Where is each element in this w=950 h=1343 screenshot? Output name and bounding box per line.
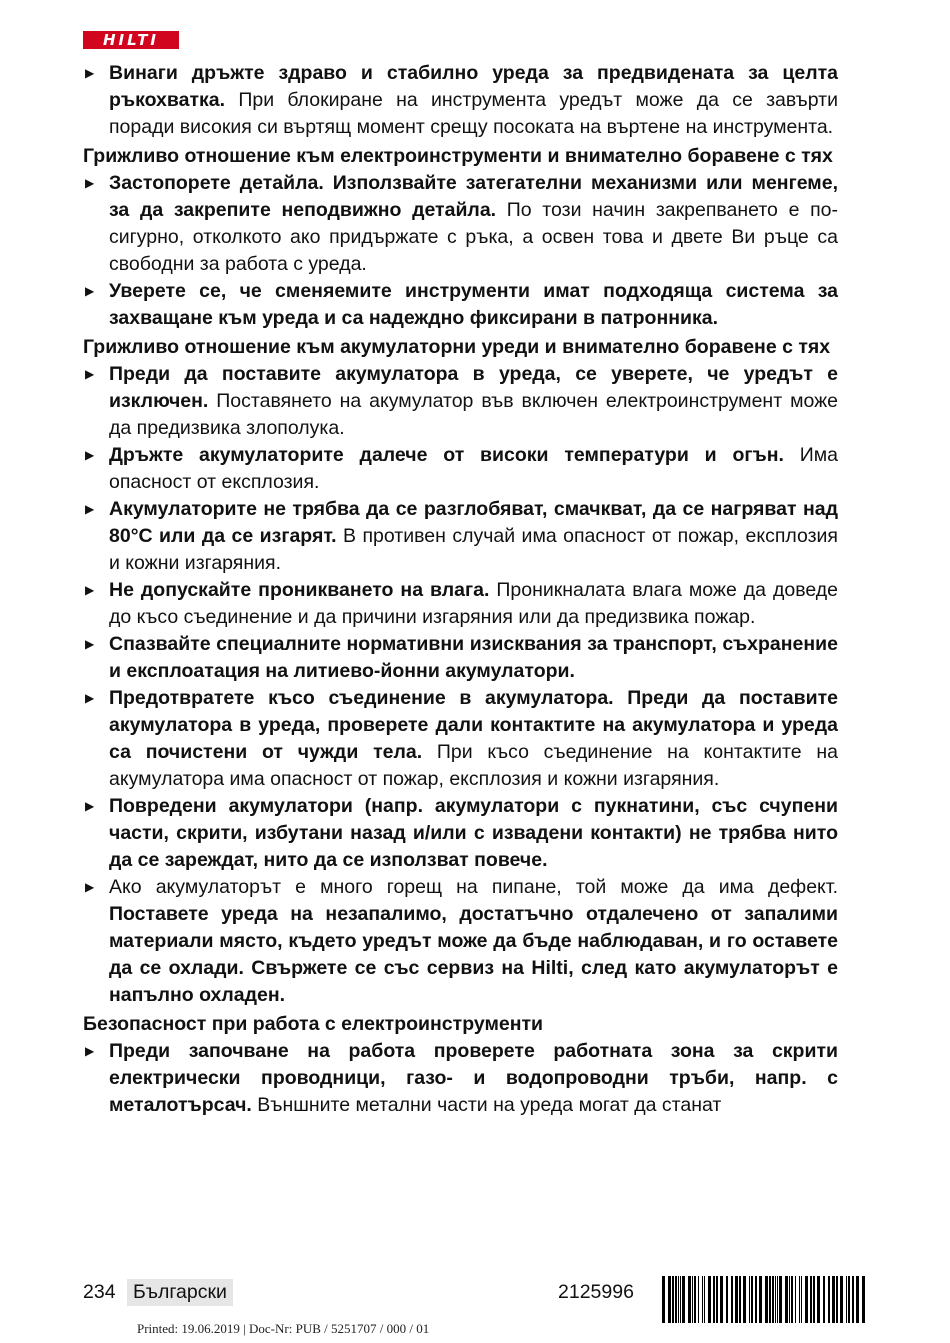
section-heading: Безопасност при работа с електроинструменти: [83, 1013, 544, 1035]
bullet-arrow-icon: ▶: [85, 880, 95, 894]
bullet-item: [83, 442, 838, 496]
bullet-bold-text: Повредени акумулатори (напр. акумулатори с пукнатини, със счупени части, скрити, избутани назад и/или с извадени контакти) не трябва нито да се зареждат, нито да се използват повече.: [109, 795, 838, 871]
bullet-bold-text: Не допускайте проникването на влага.: [109, 579, 490, 601]
bullet-arrow-icon: ▶: [85, 176, 95, 190]
bullet-item: [83, 685, 838, 793]
bullet-item: [83, 631, 838, 685]
bullet-bold-text: Преди започване на работа проверете работната зона за скрити електрически проводници, газо- и водопроводни тръби, напр. с металотърсач.: [109, 1040, 838, 1116]
section-heading: Грижливо отношение към електроинструменти и внимателно боравене с тях: [83, 145, 833, 167]
bullet-text: Ако акумулаторът е много горещ на пипане, той може да има дефект.: [109, 876, 838, 898]
barcode-icon: [662, 1276, 867, 1323]
bullet-bold-text: Уверете се, че сменяемите инструменти имат подходяща система за захващане към уреда и са надеждно фиксирани в патронника.: [109, 280, 838, 329]
bullet-item: [83, 60, 838, 141]
print-note: Printed: 19.06.2019 | Doc-Nr: PUB / 5251707 / 000 / 01: [137, 1321, 430, 1336]
bullet-text: Поставянето на акумулатор във включен електроинструмент може да предизвика злополука.: [109, 390, 838, 439]
bullet-item: [83, 278, 838, 332]
page-number: 234: [83, 1281, 116, 1303]
bullet-bold-text: Предотвратете късо съединение в акумулатора. Преди да поставите акумулатора в уреда, проверете дали контактите на акумулатора и уреда са почистени от чужди тела.: [109, 687, 838, 763]
bullet-bold-text: Акумулаторите не трябва да се разглобяват, смачкват, да се нагряват над 80°C или да се изгарят.: [109, 498, 838, 547]
language-label: Български: [127, 1279, 233, 1306]
bullet-bold-text: Спазвайте специалните нормативни изисквания за транспорт, съхранение и експлоатация на литиево-йонни акумулатори.: [109, 633, 838, 682]
bullet-item: [83, 874, 838, 1009]
bullet-arrow-icon: ▶: [85, 284, 95, 298]
bullet-arrow-icon: ▶: [85, 502, 95, 516]
bullet-arrow-icon: ▶: [85, 637, 95, 651]
bullet-text: При късо съединение на контактите на акумулатора има опасност от пожар, експлозия и кожни изгаряния.: [109, 741, 838, 790]
bullet-text: Има опасност от експлозия.: [109, 444, 838, 493]
bullet-bold-text: Преди да поставите акумулатора в уреда, се уверете, че уредът е изключен.: [109, 363, 838, 412]
bullet-text: Външните метални части на уреда могат да станат: [251, 1094, 722, 1116]
bullet-text: В противен случай има опасност от пожар, експлозия и кожни изгаряния.: [109, 525, 838, 574]
bullet-text: Проникналата влага може да доведе до късо съединение и да причини изгаряния или да предизвика пожар.: [109, 579, 839, 628]
bullet-arrow-icon: ▶: [85, 583, 95, 597]
bullet-bold-text: Винаги дръжте здраво и стабилно уреда за предвидената за целта ръкохватка.: [109, 62, 838, 111]
bullet-item: [83, 793, 838, 874]
bullet-item: [83, 361, 838, 442]
bullet-text: При блокиране на инструмента уредът може да се завърти поради високия си въртящ момент срещу посоката на въртене на инструмента.: [109, 89, 838, 138]
bullet-item: [83, 496, 838, 577]
bullet-item: [83, 1038, 838, 1119]
hilti-logo: HILTI: [83, 31, 179, 49]
bullet-arrow-icon: ▶: [85, 448, 95, 462]
bullet-item: [83, 577, 838, 631]
bullet-arrow-icon: ▶: [85, 1044, 95, 1058]
bullet-bold-text: Дръжте акумулаторите далече от високи температури и огън.: [109, 444, 784, 466]
section-heading: Грижливо отношение към акумулаторни уреди и внимателно боравене с тях: [83, 336, 831, 358]
document-body: [83, 60, 838, 1119]
bullet-item: [83, 170, 838, 278]
bullet-arrow-icon: ▶: [85, 799, 95, 813]
bullet-bold-text: Поставете уреда на незапалимо, достатъчно отдалечено от запалими материали място, където уредът може да бъде наблюдаван, и го оставете да се охлади. Свържете се със сервиз на Hilti, след като акумулаторът е напълно охладен.: [109, 903, 838, 1006]
document-code: 2125996: [558, 1281, 634, 1303]
bullet-arrow-icon: ▶: [85, 691, 95, 705]
bullet-arrow-icon: ▶: [85, 66, 95, 80]
bullet-bold-text: Застопорете детайла. Използвайте затегателни механизми или менгеме, за да закрепите неподвижно детайла.: [109, 172, 838, 221]
bullet-text: По този начин закрепването е по-сигурно, отколкото ако придържате с ръка, а освен това и двете Ви ръце са свободни за работа с уреда.: [109, 199, 838, 275]
bullet-arrow-icon: ▶: [85, 367, 95, 381]
